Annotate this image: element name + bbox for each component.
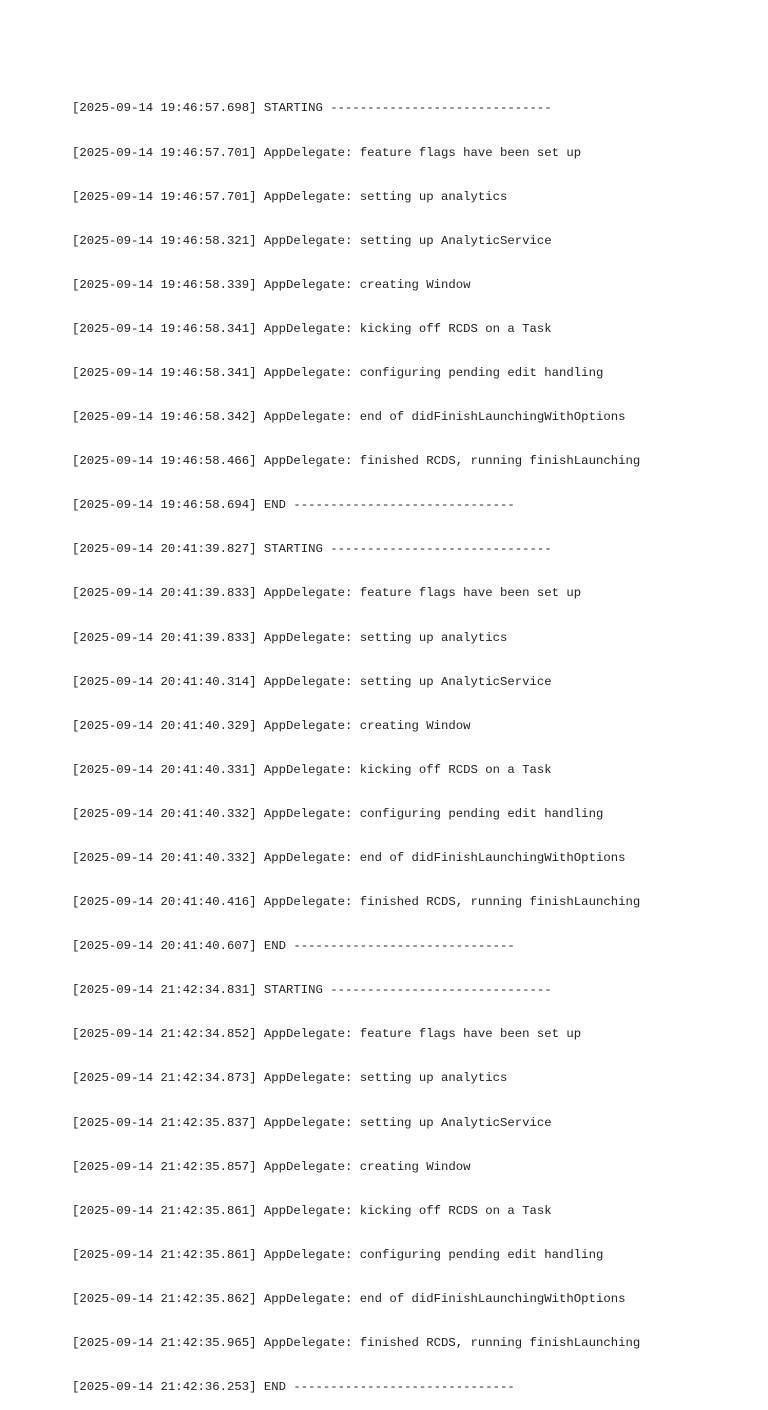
- log-line: [72, 410, 712, 425]
- log-message: AppDelegate: feature flags have been set up: [263, 1027, 582, 1042]
- log-timestamp: [2025-09-14 20:41:39.833]: [72, 586, 257, 601]
- log-message: AppDelegate: kicking off RCDS on a Task: [263, 1203, 552, 1218]
- log-timestamp: [2025-09-14 20:41:40.332]: [72, 851, 257, 865]
- log-line: [72, 1116, 712, 1131]
- log-timestamp: [2025-09-14 19:46:58.321]: [72, 233, 257, 248]
- log-line: [72, 366, 712, 381]
- log-timestamp: [2025-09-14 19:46:58.341]: [72, 365, 257, 380]
- log-message: AppDelegate: setting up AnalyticService: [263, 233, 552, 248]
- log-line: [72, 322, 712, 337]
- log-timestamp: [2025-09-14 20:41:40.332]: [72, 806, 257, 821]
- log-timestamp: [2025-09-14 21:42:34.852]: [72, 1027, 257, 1042]
- log-timestamp: [2025-09-14 20:41:40.329]: [72, 718, 257, 733]
- log-timestamp: [2025-09-14 20:41:39.833]: [72, 630, 257, 645]
- log-message: AppDelegate: finished RCDS, running finishLaunching: [263, 454, 641, 469]
- log-timestamp: [2025-09-14 21:42:34.873]: [72, 1071, 257, 1086]
- log-message: AppDelegate: setting up analytics: [263, 630, 508, 645]
- log-message: AppDelegate: creating Window: [263, 277, 471, 292]
- log-timestamp: [2025-09-14 19:46:57.701]: [72, 145, 257, 160]
- log-message: AppDelegate: kicking off RCDS on a Task: [263, 762, 552, 777]
- log-timestamp: [2025-09-14 21:42:35.862]: [72, 1291, 257, 1306]
- log-timestamp: [2025-09-14 19:46:58.341]: [72, 321, 257, 336]
- log-message: STARTING ------------------------------: [263, 542, 552, 557]
- log-message: AppDelegate: configuring pending edit handling: [263, 365, 604, 380]
- log-line: [72, 983, 712, 998]
- log-message: END ------------------------------: [263, 1380, 515, 1395]
- log-line: [72, 101, 712, 116]
- log-message: AppDelegate: kicking off RCDS on a Task: [263, 321, 552, 336]
- log-line: [72, 807, 712, 822]
- log-timestamp: [2025-09-14 21:42:34.831]: [72, 983, 257, 998]
- log-message: AppDelegate: end of didFinishLaunchingWithOptions: [263, 851, 626, 865]
- log-timestamp: [2025-09-14 21:42:35.861]: [72, 1247, 257, 1262]
- log-message: STARTING ------------------------------: [263, 101, 552, 116]
- log-line: [72, 234, 712, 249]
- log-line: [72, 1248, 712, 1263]
- log-line: [72, 1204, 712, 1219]
- log-message: AppDelegate: setting up analytics: [263, 189, 508, 204]
- log-timestamp: [2025-09-14 21:42:35.837]: [72, 1115, 257, 1130]
- log-line: [72, 146, 712, 161]
- log-timestamp: [2025-09-14 21:42:35.861]: [72, 1203, 257, 1218]
- log-line: [72, 278, 712, 293]
- log-message: AppDelegate: creating Window: [263, 718, 471, 733]
- log-line: [72, 631, 712, 646]
- log-timestamp: [2025-09-14 19:46:58.466]: [72, 454, 257, 469]
- log-timestamp: [2025-09-14 19:46:58.342]: [72, 410, 257, 425]
- log-message: AppDelegate: feature flags have been set up: [263, 145, 582, 160]
- log-message: AppDelegate: feature flags have been set up: [263, 586, 582, 601]
- log-line: [72, 895, 712, 910]
- log-line: [72, 1292, 712, 1307]
- log-timestamp: [2025-09-14 20:41:40.607]: [72, 939, 257, 954]
- log-timestamp: [2025-09-14 21:42:35.965]: [72, 1336, 257, 1351]
- log-message: AppDelegate: end of didFinishLaunchingWithOptions: [263, 1291, 626, 1306]
- log-timestamp: [2025-09-14 20:41:40.314]: [72, 674, 257, 689]
- log-timestamp: [2025-09-14 19:46:57.698]: [72, 101, 257, 116]
- log-line: [72, 1336, 712, 1351]
- log-message: END ------------------------------: [263, 498, 515, 513]
- log-message: AppDelegate: configuring pending edit handling: [263, 1247, 604, 1262]
- log-timestamp: [2025-09-14 21:42:35.857]: [72, 1159, 257, 1174]
- log-message: AppDelegate: creating Window: [263, 1159, 471, 1174]
- log-line: [72, 1380, 712, 1395]
- log-line: [72, 542, 712, 557]
- log-line: [72, 675, 712, 690]
- log-line: [72, 719, 712, 734]
- log-timestamp: [2025-09-14 20:41:40.331]: [72, 762, 257, 777]
- log-timestamp: [2025-09-14 19:46:57.701]: [72, 189, 257, 204]
- log-message: AppDelegate: end of didFinishLaunchingWithOptions: [263, 410, 626, 425]
- log-line: [72, 1160, 712, 1175]
- log-timestamp: [2025-09-14 20:41:39.827]: [72, 542, 257, 557]
- log-line: [72, 454, 712, 469]
- log-timestamp: [2025-09-14 19:46:58.694]: [72, 498, 257, 513]
- log-timestamp: [2025-09-14 19:46:58.339]: [72, 277, 257, 292]
- log-timestamp: [2025-09-14 21:42:36.253]: [72, 1380, 257, 1395]
- log-message: AppDelegate: configuring pending edit handling: [263, 806, 604, 821]
- log-line: [72, 851, 712, 866]
- log-message: AppDelegate: setting up analytics: [263, 1071, 508, 1086]
- log-line: [72, 190, 712, 205]
- log-line: [72, 939, 712, 954]
- log-line: [72, 1027, 712, 1042]
- log-message: AppDelegate: setting up AnalyticService: [263, 674, 552, 689]
- log-message: AppDelegate: finished RCDS, running finishLaunching: [263, 895, 641, 910]
- log-line: [72, 498, 712, 513]
- log-message: AppDelegate: finished RCDS, running finishLaunching: [263, 1336, 641, 1351]
- log-view: [72, 72, 712, 1410]
- log-message: STARTING ------------------------------: [263, 983, 552, 998]
- log-timestamp: [2025-09-14 20:41:40.416]: [72, 895, 257, 910]
- log-line: [72, 1071, 712, 1086]
- log-message: END ------------------------------: [263, 939, 515, 954]
- log-message: AppDelegate: setting up AnalyticService: [263, 1115, 552, 1130]
- log-line: [72, 586, 712, 601]
- log-line: [72, 763, 712, 778]
